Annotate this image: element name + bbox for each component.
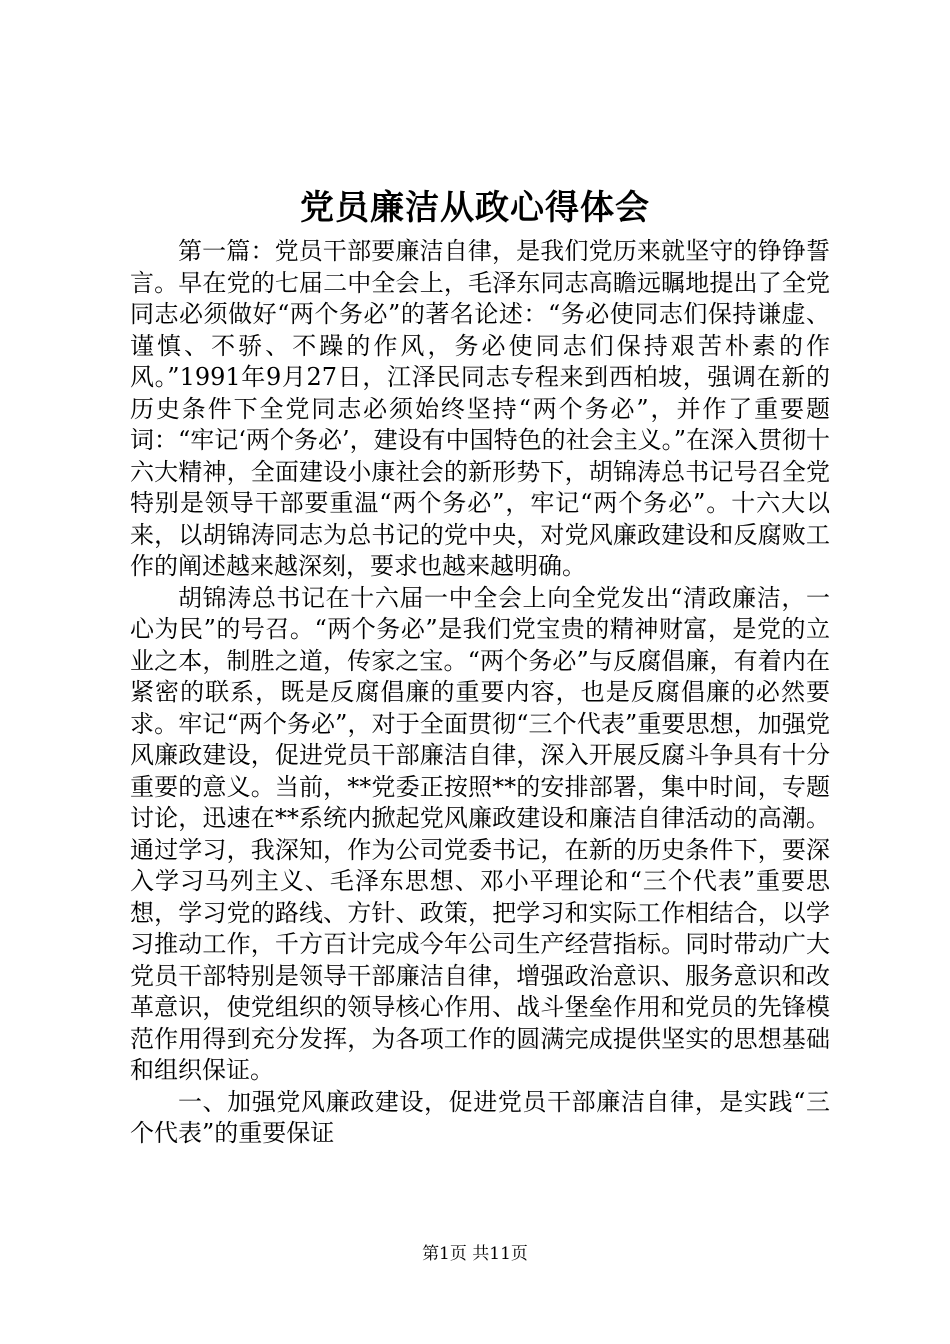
page-footer: 第1页 共11页 bbox=[422, 1244, 528, 1264]
paragraph-2: 胡锦涛总书记在十六届一中全会上向全党发出“清政廉洁，一心为民”的号召。“两个务必”是我们党宝贵的精神财富，是党的立业之本，制胜之道，传家之宝。“两个务必”与反腐倡廉，有着内在紧密的联系，既是反腐倡廉的重要内容，也是反腐倡廉的必然要求。牢记“两个务必”，对于全面贯彻“三个代表”重要思想，加强党风廉政建设，促进党员干部廉洁自律，深入开展反腐斗争具有十分重要的意义。当前，**党委正按照**的安排部署，集中时间，专题讨论，迅速在**系统内掀起党风廉政建设和廉洁自律活动的高潮。通过学习，我深知，作为公司党委书记，在新的历史条件下，要深入学习马列主义、毛泽东思想、邓小平理论和“三个代表”重要思想，学习党的路线、方针、政策，把学习和实际工作相结合，以学习推动工作，千方百计完成今年公司生产经营指标。同时带动广大党员干部特别是领导干部廉洁自律，增强政治意识、服务意识和改革意识，使党组织的领导核心作用、战斗堡垒作用和党员的先锋模范作用得到充分发挥，为各项工作的圆满完成提供坚实的思想基础和组织保证。 bbox=[130, 583, 830, 1084]
paragraph-3: 一、加强党风廉政建设，促进党员干部廉洁自律，是实践“三个代表”的重要保证 bbox=[130, 1087, 830, 1147]
paragraph-1: 第一篇：党员干部要廉洁自律，是我们党历来就坚守的铮铮誓言。早在党的七届二中全会上，毛泽东同志高瞻远瞩地提出了全党同志必须做好“两个务必”的著名论述：“务必使同志们保持谦虚、谨慎、不骄、不躁的作风，务必使同志们保持艰苦朴素的作风。”1991年9月27日，江泽民同志专程来到西柏坡，强调在新的历史条件下全党同志必须始终坚持“两个务必”，并作了重要题词：“牢记‘两个务必’，建设有中国特色的社会主义。”在深入贯彻十六大精神，全面建设小康社会的新形势下，胡锦涛总书记号召全党特别是领导干部要重温“两个务必”，牢记“两个务必”。十六大以来，以胡锦涛同志为总书记的党中央，对党风廉政建设和反腐败工作的阐述越来越深刻，要求也越来越明确。 bbox=[130, 237, 830, 580]
document-body bbox=[130, 236, 830, 1150]
document-title: 党员廉洁从政心得体会 bbox=[300, 188, 650, 228]
